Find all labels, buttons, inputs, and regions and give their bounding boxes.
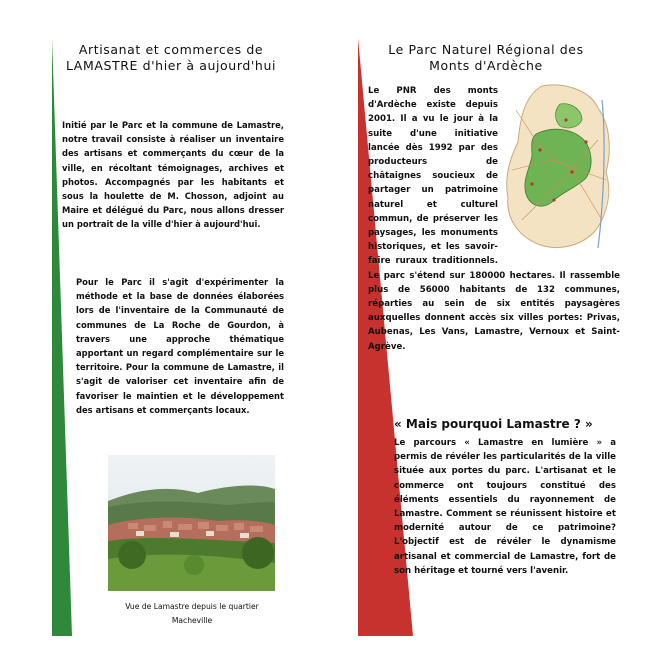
right-paragraph-2 — [394, 436, 616, 578]
left-text-1: Initié par le Parc et la commune de Lamastre, notre travail consiste à réaliser un inventaire des artisans et commerçants du cœur de la ville, en récoltant témoignages, archives et photos. Accompagnés par les habitants et sous la houlette de M. Chosson, adjoint au Maire et délégué du Parc, nous allons dresser un portrait de la ville d'hier à aujourd'hui. — [62, 120, 284, 230]
right-text-1: Le PNR des monts d'Ardèche existe depuis 2001. Il a vu le jour à la suite d'une initiative lancée dès 1992 par des producteurs de châtaignes soucieux de partager un patrimoine naturel et culturel commun, de préserver les paysages, les monuments historiques, et les savoir-faire ruraux traditionnels. Le parc s'étend sur 180000 hectares. Il rassemble plus de 56000 habitants de 132 communes, réparties au sein de six entités paysagères auxquelles donnent accès six villes portes: Privas, Aubenas, Les Vans, Lamastre, Vernoux et Saint-Agrève. — [368, 86, 620, 352]
left-paragraph-1 — [62, 118, 284, 232]
right-panel — [332, 0, 665, 667]
left-title: Artisanat et commerces de LAMASTRE d'hier à aujourd'hui — [65, 42, 277, 73]
right-subtitle: « Mais pourquoi Lamastre ? » — [394, 417, 593, 431]
left-paragraph-2 — [76, 275, 284, 417]
left-text-2: Pour le Parc il s'agit d'expérimenter la méthode et la base de données élaborées lors de l'inventaire de la Communauté de communes de La Roche de Gourdon, à travers une approche thématique apportant un regard complémentaire sur le territoire. Pour la commune de Lamastre, il s'agit de valoriser cet inventaire afin de favoriser le maintien et le développement des artisans et commerçants locaux. — [76, 277, 284, 415]
left-panel — [0, 0, 332, 667]
right-title: Le Parc Naturel Régional des Monts d'Ardèche — [388, 42, 584, 73]
lamastre-photo — [108, 455, 275, 591]
photo-caption: Vue de Lamastre depuis le quartier Macheville — [125, 602, 259, 625]
right-text-2: Le parcours « Lamastre en lumière » a permis de révéler les particularités de la ville située aux portes du parc. L'artisanat et le commerce ont toujours constitué des éléments essentiels du rayonnement de Lamastre. Comment se réunissent histoire et modernité autour de ce patrimoine? L'objectif est de révéler le dynamisme artisanal et commercial de Lamastre, fort de son héritage et tourné vers l'avenir. — [394, 438, 616, 576]
right-paragraph-1 — [368, 84, 620, 354]
map-float-spacer — [498, 84, 620, 260]
